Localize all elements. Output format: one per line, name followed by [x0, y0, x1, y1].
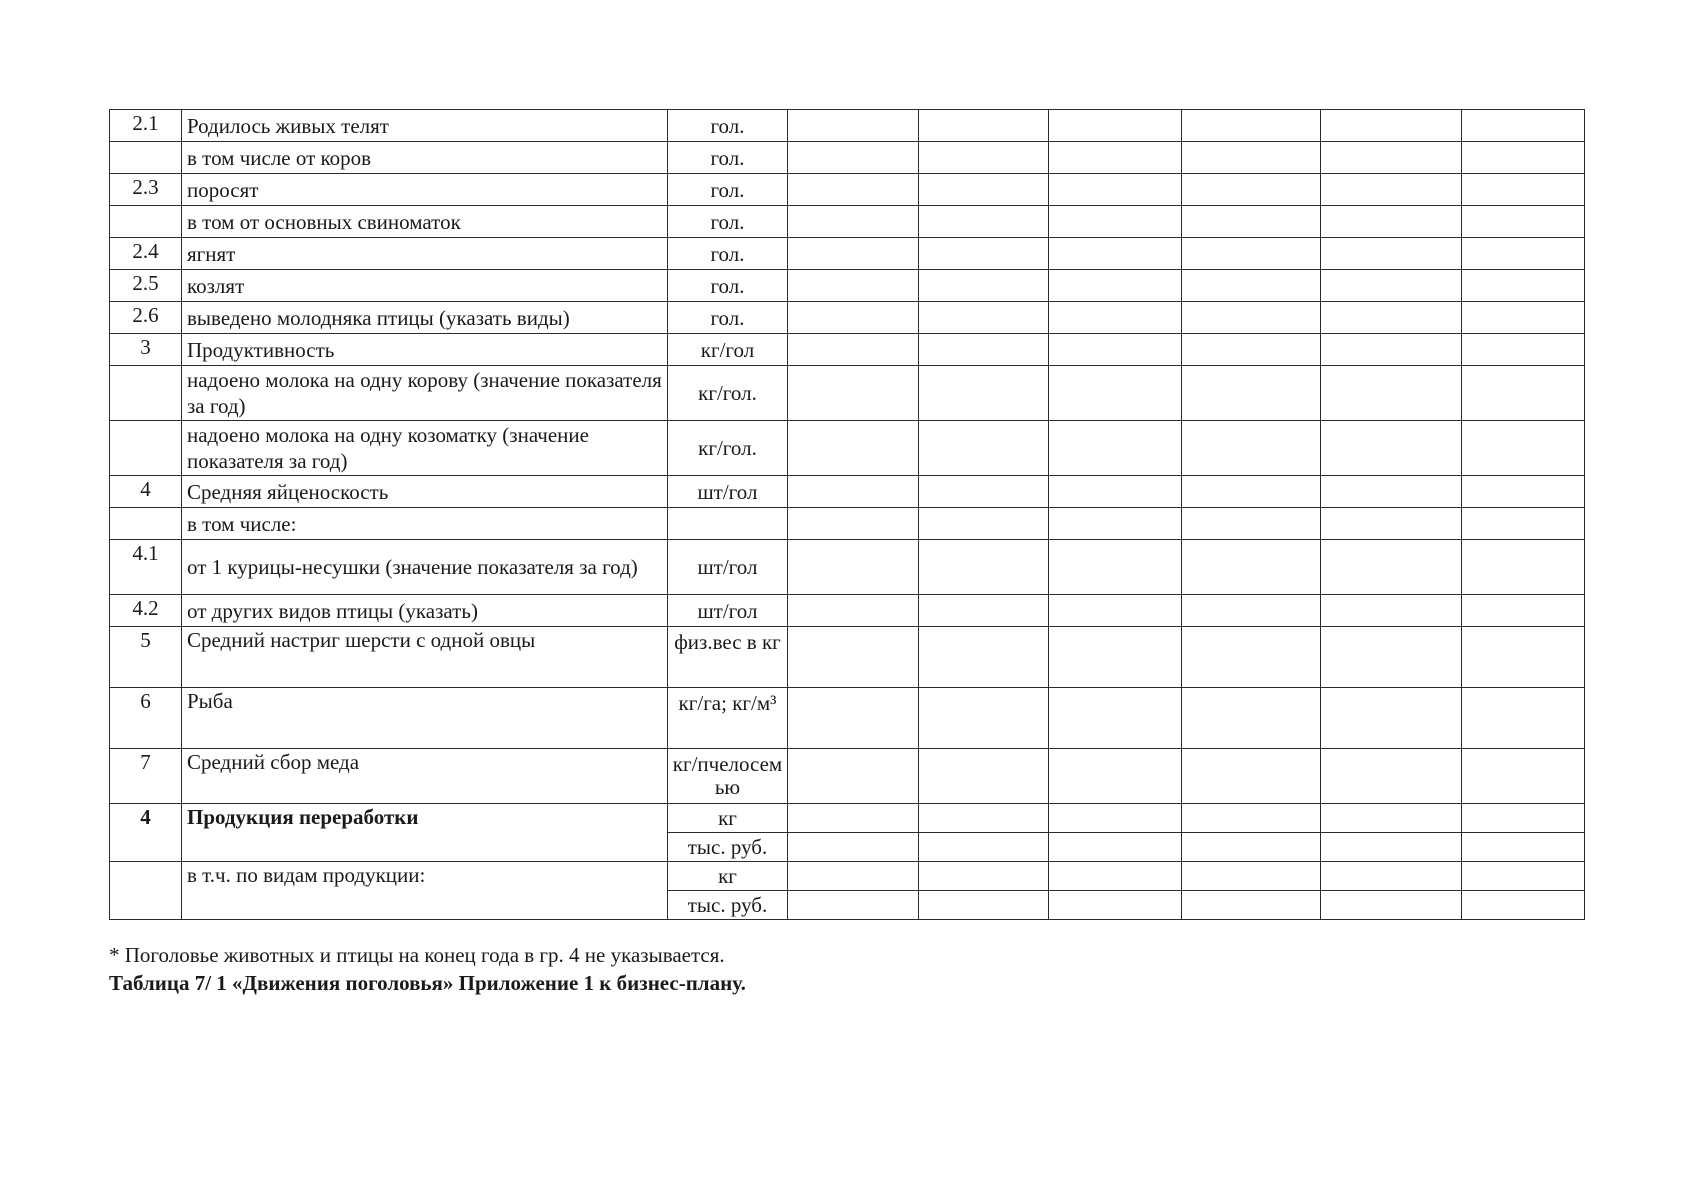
- value-cell: [1462, 862, 1585, 891]
- value-cell: [788, 540, 919, 595]
- value-cell: [1462, 270, 1585, 302]
- value-cell: [919, 627, 1049, 688]
- row-unit: кг: [668, 862, 788, 891]
- row-label: в том от основных свиноматок: [182, 206, 668, 238]
- value-cell: [1182, 476, 1321, 508]
- livestock-table: [109, 109, 1585, 920]
- value-cell: [1321, 366, 1462, 421]
- value-cell: [1182, 366, 1321, 421]
- value-cell: [1182, 833, 1321, 862]
- value-cell: [1182, 174, 1321, 206]
- value-cell: [788, 366, 919, 421]
- row-unit: шт/гол: [668, 476, 788, 508]
- row-unit: гол.: [668, 238, 788, 270]
- row-number: [110, 366, 182, 421]
- table-row: [110, 142, 1585, 174]
- value-cell: [1182, 627, 1321, 688]
- value-cell: [1049, 862, 1182, 891]
- value-cell: [1182, 749, 1321, 804]
- value-cell: [1321, 110, 1462, 142]
- table-row: [110, 862, 1585, 891]
- row-unit: гол.: [668, 302, 788, 334]
- value-cell: [788, 110, 919, 142]
- row-number: 2.3: [110, 174, 182, 206]
- row-number: 2.1: [110, 110, 182, 142]
- row-unit: кг/гол: [668, 334, 788, 366]
- value-cell: [1462, 238, 1585, 270]
- row-unit-secondary: тыс. руб.: [668, 891, 788, 920]
- row-number: 4.1: [110, 540, 182, 595]
- value-cell: [1321, 270, 1462, 302]
- row-unit-secondary: тыс. руб.: [668, 833, 788, 862]
- value-cell: [1321, 688, 1462, 749]
- value-cell: [1182, 804, 1321, 833]
- value-cell: [1462, 174, 1585, 206]
- value-cell: [1321, 595, 1462, 627]
- row-number: 5: [110, 627, 182, 688]
- table-row: [110, 238, 1585, 270]
- value-cell: [788, 334, 919, 366]
- value-cell: [1182, 862, 1321, 891]
- value-cell: [1321, 749, 1462, 804]
- row-unit: кг/пчелосемью: [668, 749, 788, 804]
- row-unit: гол.: [668, 206, 788, 238]
- value-cell: [1321, 891, 1462, 920]
- value-cell: [1049, 833, 1182, 862]
- value-cell: [1321, 862, 1462, 891]
- value-cell: [1049, 688, 1182, 749]
- row-label: Средний сбор меда: [182, 749, 668, 804]
- value-cell: [1182, 688, 1321, 749]
- value-cell: [919, 804, 1049, 833]
- row-number: 3: [110, 334, 182, 366]
- row-number: [110, 206, 182, 238]
- value-cell: [1321, 174, 1462, 206]
- value-cell: [1182, 238, 1321, 270]
- footnote: * Поголовье животных и птицы на конец года в гр. 4 не указывается.: [109, 943, 725, 967]
- row-label: в том числе:: [182, 508, 668, 540]
- value-cell: [1462, 302, 1585, 334]
- row-label: надоено молока на одну корову (значение показателя за год): [182, 366, 668, 421]
- value-cell: [1462, 334, 1585, 366]
- value-cell: [1321, 804, 1462, 833]
- row-number: 2.6: [110, 302, 182, 334]
- table-row: [110, 749, 1585, 804]
- row-label: Средняя яйценоскость: [182, 476, 668, 508]
- row-label: Рыба: [182, 688, 668, 749]
- value-cell: [919, 206, 1049, 238]
- row-number: [110, 508, 182, 540]
- value-cell: [919, 270, 1049, 302]
- value-cell: [1049, 804, 1182, 833]
- table-row: [110, 110, 1585, 142]
- value-cell: [1049, 334, 1182, 366]
- value-cell: [788, 270, 919, 302]
- value-cell: [919, 110, 1049, 142]
- row-unit: кг/гол.: [668, 366, 788, 421]
- row-unit: гол.: [668, 270, 788, 302]
- value-cell: [1321, 302, 1462, 334]
- value-cell: [1182, 421, 1321, 476]
- value-cell: [788, 627, 919, 688]
- value-cell: [1182, 110, 1321, 142]
- value-cell: [788, 862, 919, 891]
- value-cell: [1182, 206, 1321, 238]
- row-label: козлят: [182, 270, 668, 302]
- value-cell: [788, 508, 919, 540]
- row-number: [110, 142, 182, 174]
- value-cell: [788, 688, 919, 749]
- value-cell: [788, 142, 919, 174]
- row-label: в т.ч. по видам продукции:: [182, 862, 668, 920]
- value-cell: [788, 891, 919, 920]
- value-cell: [919, 891, 1049, 920]
- value-cell: [788, 833, 919, 862]
- value-cell: [1182, 302, 1321, 334]
- table-row: [110, 476, 1585, 508]
- value-cell: [919, 302, 1049, 334]
- value-cell: [1049, 142, 1182, 174]
- row-unit: физ.вес в кг: [668, 627, 788, 688]
- value-cell: [1182, 142, 1321, 174]
- row-label: от других видов птицы (указать): [182, 595, 668, 627]
- value-cell: [788, 804, 919, 833]
- value-cell: [1462, 804, 1585, 833]
- value-cell: [1049, 595, 1182, 627]
- table-row: [110, 540, 1585, 595]
- value-cell: [1321, 206, 1462, 238]
- value-cell: [1182, 595, 1321, 627]
- value-cell: [919, 749, 1049, 804]
- value-cell: [919, 862, 1049, 891]
- value-cell: [788, 421, 919, 476]
- value-cell: [1462, 595, 1585, 627]
- value-cell: [1049, 891, 1182, 920]
- value-cell: [1182, 540, 1321, 595]
- table-row: [110, 334, 1585, 366]
- value-cell: [919, 174, 1049, 206]
- value-cell: [1049, 302, 1182, 334]
- value-cell: [919, 595, 1049, 627]
- table-row: [110, 206, 1585, 238]
- table-row: [110, 804, 1585, 833]
- row-number: 4: [110, 476, 182, 508]
- value-cell: [919, 833, 1049, 862]
- value-cell: [1462, 476, 1585, 508]
- value-cell: [1462, 891, 1585, 920]
- value-cell: [1321, 627, 1462, 688]
- row-label: в том числе от коров: [182, 142, 668, 174]
- value-cell: [1321, 238, 1462, 270]
- table-caption: Таблица 7/ 1 «Движения поголовья» Приложение 1 к бизнес-плану.: [109, 971, 746, 995]
- value-cell: [1182, 891, 1321, 920]
- value-cell: [788, 238, 919, 270]
- value-cell: [919, 366, 1049, 421]
- table-row: [110, 174, 1585, 206]
- row-unit: шт/гол: [668, 540, 788, 595]
- value-cell: [1462, 110, 1585, 142]
- row-label: Средний настриг шерсти с одной овцы: [182, 627, 668, 688]
- value-cell: [919, 688, 1049, 749]
- row-label: Продуктивность: [182, 334, 668, 366]
- row-number: [110, 421, 182, 476]
- value-cell: [1049, 110, 1182, 142]
- row-number: 6: [110, 688, 182, 749]
- value-cell: [1462, 627, 1585, 688]
- value-cell: [788, 206, 919, 238]
- value-cell: [1182, 508, 1321, 540]
- value-cell: [919, 334, 1049, 366]
- value-cell: [1321, 334, 1462, 366]
- row-unit: гол.: [668, 142, 788, 174]
- value-cell: [1049, 421, 1182, 476]
- row-number: 2.5: [110, 270, 182, 302]
- value-cell: [919, 476, 1049, 508]
- value-cell: [1321, 142, 1462, 174]
- value-cell: [1462, 142, 1585, 174]
- table-row: [110, 366, 1585, 421]
- value-cell: [1182, 334, 1321, 366]
- table-row: [110, 270, 1585, 302]
- value-cell: [788, 174, 919, 206]
- row-number: 7: [110, 749, 182, 804]
- row-label: Родилось живых телят: [182, 110, 668, 142]
- value-cell: [1049, 238, 1182, 270]
- row-unit: кг: [668, 804, 788, 833]
- value-cell: [919, 238, 1049, 270]
- value-cell: [1462, 833, 1585, 862]
- row-label: поросят: [182, 174, 668, 206]
- value-cell: [1049, 749, 1182, 804]
- value-cell: [1321, 833, 1462, 862]
- value-cell: [919, 508, 1049, 540]
- row-unit: гол.: [668, 110, 788, 142]
- table-row: [110, 688, 1585, 749]
- row-number: [110, 862, 182, 920]
- row-unit: шт/гол: [668, 595, 788, 627]
- row-label: Продукция переработки: [182, 804, 668, 862]
- table-row: [110, 595, 1585, 627]
- row-label: ягнят: [182, 238, 668, 270]
- row-number: 4.2: [110, 595, 182, 627]
- row-number: 4: [110, 804, 182, 862]
- value-cell: [1462, 749, 1585, 804]
- table-row: [110, 302, 1585, 334]
- row-unit: кг/гол.: [668, 421, 788, 476]
- value-cell: [1049, 476, 1182, 508]
- value-cell: [919, 142, 1049, 174]
- value-cell: [788, 476, 919, 508]
- value-cell: [788, 749, 919, 804]
- value-cell: [1049, 270, 1182, 302]
- value-cell: [1462, 366, 1585, 421]
- value-cell: [1321, 508, 1462, 540]
- value-cell: [1049, 627, 1182, 688]
- row-label: надоено молока на одну козоматку (значение показателя за год): [182, 421, 668, 476]
- value-cell: [1049, 366, 1182, 421]
- row-label: от 1 курицы-несушки (значение показателя за год): [182, 540, 668, 595]
- table-row: [110, 508, 1585, 540]
- value-cell: [1462, 206, 1585, 238]
- value-cell: [788, 302, 919, 334]
- value-cell: [1049, 174, 1182, 206]
- value-cell: [1462, 508, 1585, 540]
- row-label: выведено молодняка птицы (указать виды): [182, 302, 668, 334]
- value-cell: [1462, 421, 1585, 476]
- value-cell: [1321, 540, 1462, 595]
- value-cell: [919, 421, 1049, 476]
- value-cell: [1049, 206, 1182, 238]
- value-cell: [1462, 688, 1585, 749]
- value-cell: [1321, 421, 1462, 476]
- row-number: 2.4: [110, 238, 182, 270]
- row-unit: гол.: [668, 174, 788, 206]
- row-unit: кг/га; кг/м³: [668, 688, 788, 749]
- value-cell: [788, 595, 919, 627]
- value-cell: [1049, 540, 1182, 595]
- value-cell: [1321, 476, 1462, 508]
- value-cell: [1182, 270, 1321, 302]
- table-row: [110, 627, 1585, 688]
- value-cell: [919, 540, 1049, 595]
- value-cell: [1049, 508, 1182, 540]
- row-unit: [668, 508, 788, 540]
- table-row: [110, 421, 1585, 476]
- value-cell: [1462, 540, 1585, 595]
